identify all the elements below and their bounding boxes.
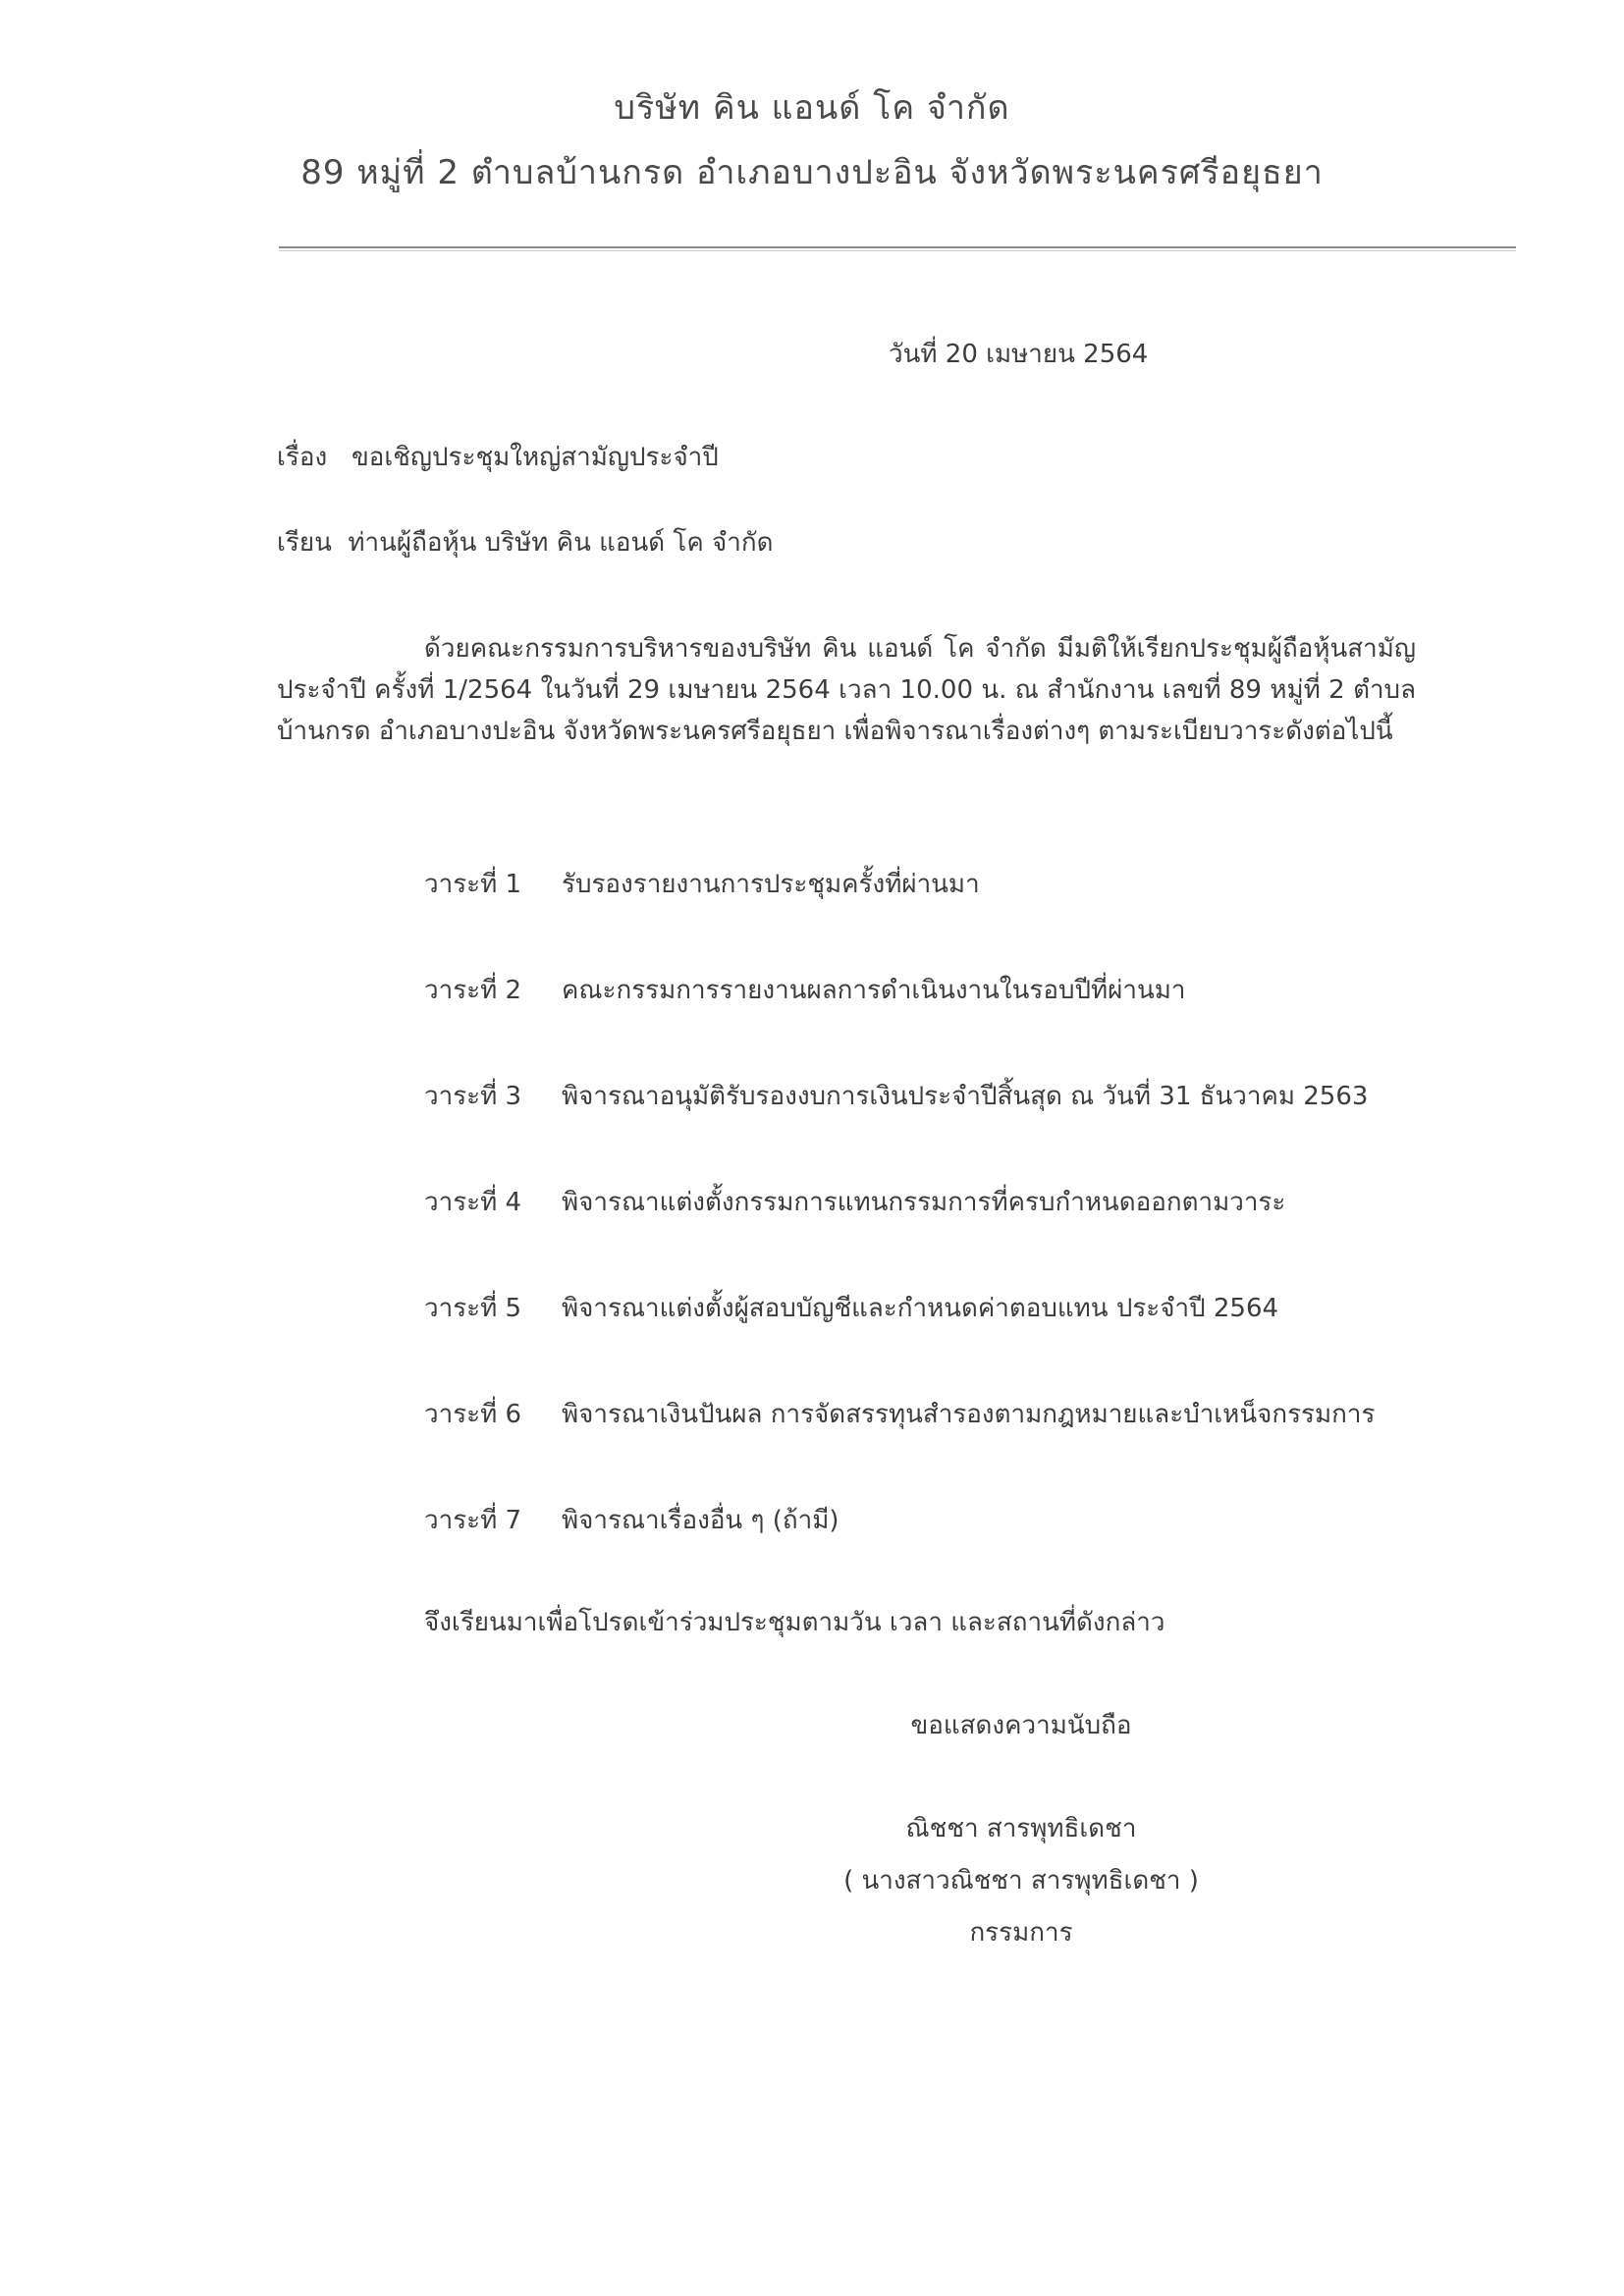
agenda-text: รับรองรายงานการประชุมครั้งที่ผ่านมา <box>562 870 980 899</box>
company-address: 89 หมู่ที่ 2 ตำบลบ้านกรด อำเภอบางปะอิน จังหวัดพระนครศรีอยุธยา <box>300 153 1324 192</box>
recipient-line <box>277 522 774 562</box>
subject-text: ขอเชิญประชุมใหญ่สามัญประจำปี <box>351 443 719 472</box>
agenda-text: พิจารณาเงินปันผล การจัดสรรทุนสำรองตามกฎหมายและบำเหน็จกรรมการ <box>562 1400 1376 1429</box>
agenda-number: วาระที่ 3 <box>424 1082 522 1111</box>
signature-position: กรรมการ <box>969 1918 1073 1948</box>
agenda-item <box>424 1500 839 1540</box>
agenda-text: พิจารณาแต่งตั้งกรรมการแทนกรรมการที่ครบกำหนดออกตามวาระ <box>562 1188 1286 1217</box>
agenda-text: พิจารณาอนุมัติรับรองงบการเงินประจำปีสิ้นสุด ณ วันที่ 31 ธันวาคม 2563 <box>562 1082 1369 1111</box>
agenda-item <box>424 1394 1375 1434</box>
agenda-item <box>424 970 1185 1010</box>
agenda-item <box>424 1076 1368 1116</box>
agenda-text: พิจารณาเรื่องอื่น ๆ (ถ้ามี) <box>562 1506 839 1535</box>
signature-full-name: ( นางสาวณิชชา สารพุทธิเดชา ) <box>843 1866 1199 1896</box>
agenda-number: วาระที่ 2 <box>424 976 522 1005</box>
recipient-text: ท่านผู้ถือหุ้น บริษัท คิน แอนด์ โค จำกัด <box>348 528 774 558</box>
subject-line <box>277 437 719 477</box>
signature-name: ณิชชา สารพุทธิเดชา <box>905 1814 1137 1843</box>
agenda-text: พิจารณาแต่งตั้งผู้สอบบัญชีและกำหนดค่าตอบแทน ประจำปี 2564 <box>562 1294 1279 1323</box>
agenda-item <box>424 1182 1285 1222</box>
agenda-text: คณะกรรมการรายงานผลการดำเนินงานในรอบปีที่ผ่านมา <box>562 976 1186 1005</box>
agenda-number: วาระที่ 7 <box>424 1506 522 1535</box>
body-paragraph: ด้วยคณะกรรมการบริหารของบริษัท คิน แอนด์ โค จำกัด มีมติให้เรียกประชุมผู้ถือหุ้นสามัญประจำปี ครั้งที่ 1/2564 ในวันที่ 29 เมษายน 2564 เวลา 10.00 น. ณ สำนักงาน เลขที่ 89 หมู่ที่ 2 ตำบลบ้านกรด อำเภอบางปะอิน จังหวัดพระนครศรีอยุธยา เพื่อพิจารณาเรื่องต่างๆ ตามระเบียบวาระดังต่อไปนี้ <box>277 634 1416 746</box>
agenda-number: วาระที่ 5 <box>424 1294 522 1323</box>
agenda-number: วาระที่ 6 <box>424 1400 522 1429</box>
header-divider <box>279 246 1516 248</box>
company-name: บริษัท คิน แอนด์ โค จำกัด <box>614 88 1010 128</box>
agenda-number: วาระที่ 1 <box>424 870 522 899</box>
closing-sentence: จึงเรียนมาเพื่อโปรดเข้าร่วมประชุมตามวัน เวลา และสถานที่ดังกล่าว <box>424 1608 1165 1637</box>
recipient-label: เรียน <box>277 528 332 558</box>
agenda-item <box>424 864 980 904</box>
agenda-number: วาระที่ 4 <box>424 1188 522 1217</box>
agenda-item <box>424 1288 1278 1328</box>
subject-label: เรื่อง <box>277 443 328 472</box>
letter-date: วันที่ 20 เมษายน 2564 <box>889 340 1149 369</box>
regards: ขอแสดงความนับถือ <box>910 1711 1132 1740</box>
